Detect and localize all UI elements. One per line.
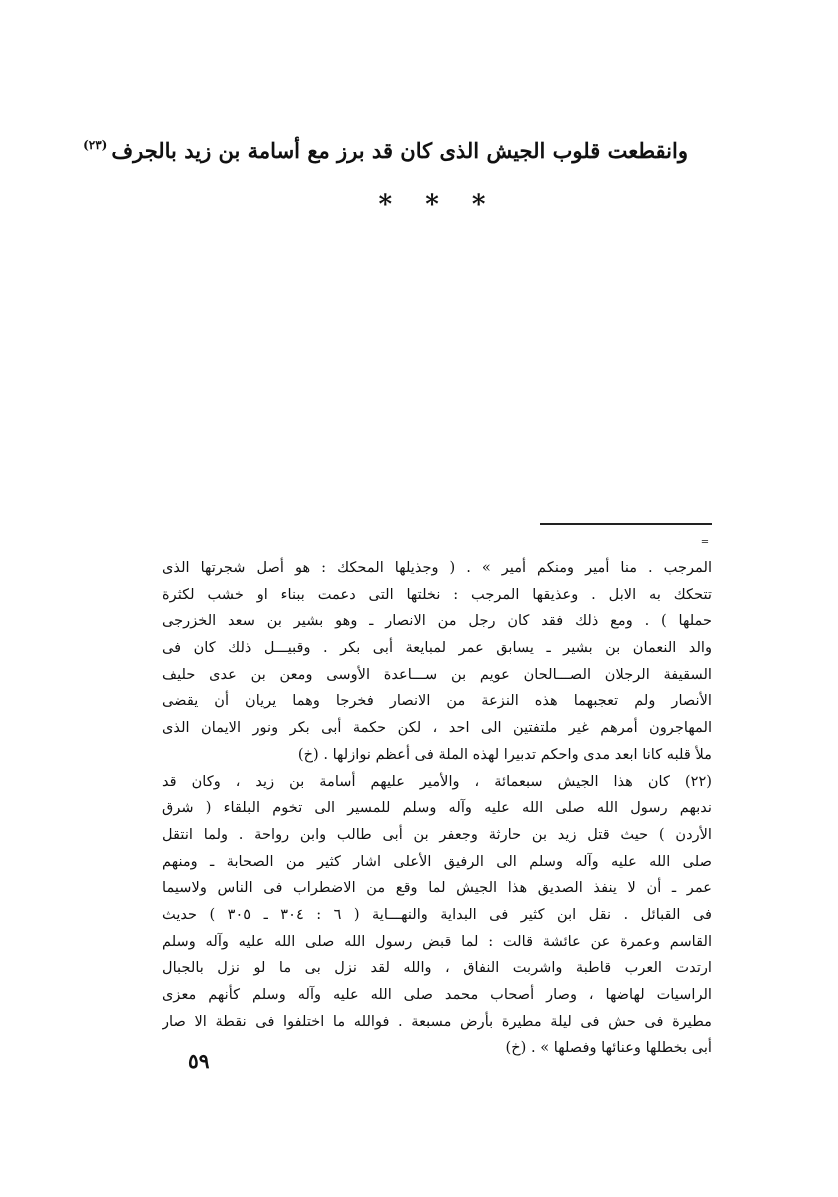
footnote-line: أبى بخطلها وعنائها وفصلها » . (خ) (505, 1039, 712, 1057)
footnote-line: عمر ـ أن لا ينفذ الصديق هذا الجيش لما وقع من الاضطراب فى الناس ولاسيما (162, 879, 712, 897)
footnote-line: صلى الله عليه وآله وسلم الى الرفيق الأعلى اشار كثير من الصحابة ـ ومنهم (162, 852, 712, 870)
footnote-line: حملها ) . ومع ذلك فقد كان رجل من الانصار ـ وهو بشير بن سعد الخزرجى (162, 612, 712, 630)
footnote-line: السقيفة الرجلان الصـــالحان عويم بن ســـاعدة الأوسى ومعن بن عدى حليف (162, 665, 712, 683)
footnote-line: المهاجرون أمرهم غير ملتفتين الى احد ، لكن حكمة أبى بكر ونور الايمان الذى (162, 719, 712, 737)
footnote-line: مطيرة فى حش فى ليلة مطيرة بأرض مسبعة . فوالله ما اختلفوا فى نقطة الا صار (162, 1012, 712, 1030)
footnote-line: القاسم وعمرة عن عائشة قالت : لما قبض رسول الله صلى الله عليه وآله وسلم (162, 932, 712, 950)
footnote-line: الراسيات لهاضها ، وصار أصحاب محمد صلى الله عليه وآله وسلم كأنهم معزى (162, 986, 712, 1003)
footnote-line: المرجب . منا أمير ومنكم أمير » . ( وجذيلها المحكك : هو أصل شجرتها الذى (162, 559, 712, 576)
footnote-line: والد النعمان بن بشير ـ يسابق عمر لمبايعة أبى بكر . وقبيـــل ذلك كان فى (162, 639, 712, 657)
page-number: ٥٩ (188, 1049, 210, 1073)
main-text-line (83, 128, 688, 168)
main-text: وانقطعت قلوب الجيش الذى كان قد برز مع أسامة بن زيد بالجرف (111, 138, 688, 163)
continuation-mark: = (700, 537, 710, 548)
footnote-line: فى القبائل . نقل ابن كثير فى البداية والنهـــاية ( ٦ : ٣٠٤ ـ ٣٠٥ ) حديث (162, 905, 712, 923)
footnote-line: (٢٢) كان هذا الجيش سبعمائة ، والأمير عليهم أسامة بن زيد ، وكان قد (162, 772, 712, 790)
footnote-line: ندبهم رسول الله صلى الله عليه وآله وسلم للمسير الى تخوم البلقاء ( شرق (162, 799, 712, 817)
footnote-line: ملأ قلبه كانا ابعد مدى واحكم تدبيرا لهذه الملة فى أعظم نوازلها . (خ) (297, 745, 712, 763)
footnote-line: تتحكك به الابل . وعذيقها المرجب : نخلتها التى دعمت ببناء او خشب لكثرة (162, 585, 712, 603)
footnote-reference: (٢٣) (83, 138, 108, 152)
footnote-line: الأردن ) حيث قتل زيد بن حارثة وجعفر بن أبى طالب وابن رواحة . ولما انتقل (162, 825, 712, 843)
footnote-line: الأنصار ولم تعجبهما هذه النزعة من الانصار فخرجا وهما يريان أن يقضى (162, 692, 712, 710)
footnote-divider (540, 523, 712, 525)
footnote-line: ارتدت العرب قاطبة واشربت النفاق ، والله لقد نزل بى ما لو نزل بالجبال (162, 959, 712, 977)
section-separator: * * * (378, 190, 498, 220)
footnotes-block (162, 555, 712, 1062)
